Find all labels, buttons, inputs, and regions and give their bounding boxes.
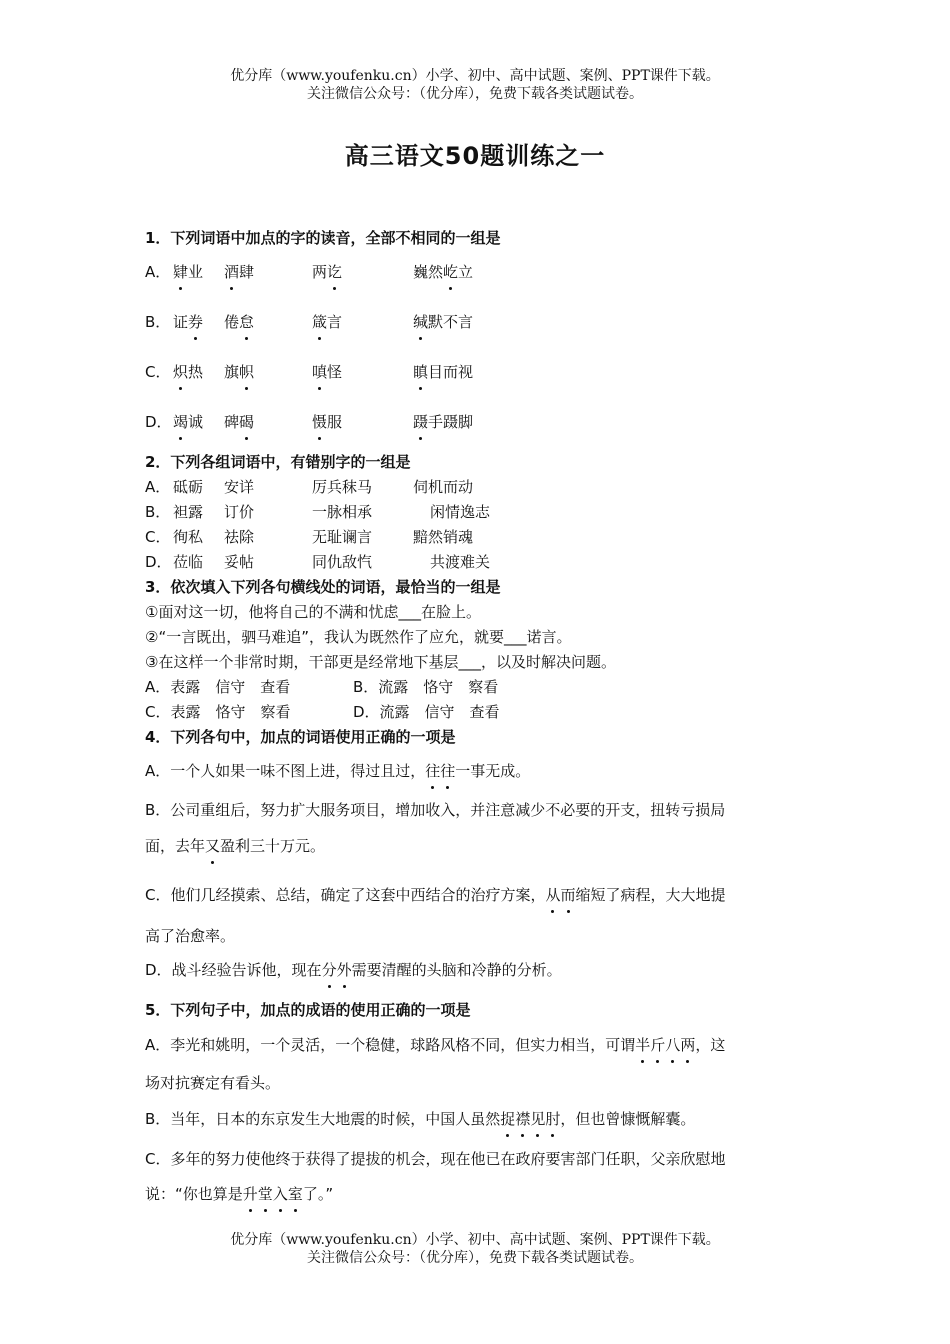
option-word: 蹑手蹑脚 bbox=[413, 413, 474, 431]
option-word: 黯然销魂 bbox=[413, 528, 474, 546]
option-word: 瞋目而视 bbox=[413, 363, 474, 381]
option-prefix: D． bbox=[145, 553, 172, 571]
option-word: 炽热 bbox=[173, 363, 204, 381]
q4-option-d: D．战斗经验告诉他，现在分外需要清醒的头脑和冷静的分析。 bbox=[145, 961, 562, 979]
option-word: 肄业 bbox=[173, 263, 204, 281]
q3-sentence-2: ②“一言既出，驷马难追”，我认为既然作了应允，就要___诺言。 bbox=[145, 628, 572, 646]
option-prefix: A． bbox=[145, 263, 171, 281]
page-footer-line1: 优分库（www.youfenku.cn）小学、初中、高中试题、案例、PPT课件下载。 bbox=[230, 1232, 720, 1248]
option-word: 酒肆 bbox=[224, 263, 255, 281]
q1-option-b bbox=[145, 312, 474, 332]
option-word: 碑碣 bbox=[224, 413, 255, 431]
q3-option-c: C．表露 恪守 察看 bbox=[145, 703, 291, 721]
q2-option-d bbox=[145, 552, 491, 572]
option-word: 缄默不言 bbox=[413, 313, 474, 331]
option-word: 竭诚 bbox=[173, 413, 204, 431]
q2-option-a bbox=[145, 477, 474, 497]
option-word: 厉兵秣马 bbox=[312, 478, 373, 496]
q4-option-c-line2: 高了治愈率。 bbox=[145, 927, 236, 945]
option-word: 砥砺 bbox=[173, 478, 204, 496]
q5-stem: 5．下列句子中，加点的成语的使用正确的一项是 bbox=[145, 1001, 471, 1019]
option-prefix: B． bbox=[145, 503, 171, 521]
option-word: 慑服 bbox=[312, 413, 343, 431]
q4-option-a: A．一个人如果一味不图上进，得过且过，往往一事无成。 bbox=[145, 762, 531, 780]
q2-stem: 2．下列各组词语中，有错别字的一组是 bbox=[145, 453, 411, 471]
page-header-line2: 关注微信公众号：（优分库），免费下载各类试题试卷。 bbox=[307, 86, 643, 102]
q5-option-a-line1: A．李光和姚明，一个灵活，一个稳健，球路风格不同，但实力相当，可谓半斤八两，这 bbox=[145, 1036, 726, 1054]
q3-option-row-2 bbox=[145, 702, 500, 722]
option-word: 同仇敌忾 bbox=[312, 553, 373, 571]
q5-option-a-line2: 场对抗赛定有看头。 bbox=[145, 1074, 281, 1092]
page-header-line1: 优分库（www.youfenku.cn）小学、初中、高中试题、案例、PPT课件下载。 bbox=[230, 68, 720, 84]
option-prefix: C． bbox=[145, 528, 171, 546]
q1-option-d bbox=[145, 412, 474, 432]
option-word: 旗帜 bbox=[224, 363, 255, 381]
option-word: 箴言 bbox=[312, 313, 343, 331]
q3-option-row-1 bbox=[145, 677, 499, 697]
q4-option-b-line2: 面，去年又盈利三十万元。 bbox=[145, 837, 326, 855]
option-word: 证券 bbox=[173, 313, 204, 331]
page-footer-line2: 关注微信公众号：（优分库），免费下载各类试题试卷。 bbox=[307, 1250, 643, 1266]
option-prefix: A． bbox=[145, 478, 171, 496]
option-word: 伺机而动 bbox=[413, 478, 474, 496]
q3-sentence-1: ①面对这一切，他将自己的不满和忧虑___在脸上。 bbox=[145, 603, 481, 621]
option-word: 嗔怪 bbox=[312, 363, 343, 381]
option-prefix: C． bbox=[145, 363, 171, 381]
option-word: 一脉相承 bbox=[312, 503, 373, 521]
q3-stem: 3．依次填入下列各句横线处的词语，最恰当的一组是 bbox=[145, 578, 501, 596]
q1-stem: 1．下列词语中加点的字的读音，全部不相同的一组是 bbox=[145, 229, 501, 247]
option-word: 祛除 bbox=[224, 528, 255, 546]
q5-option-b: B．当年，日本的东京发生大地震的时候，中国人虽然捉襟见肘，但也曾慷慨解囊。 bbox=[145, 1110, 696, 1128]
option-word: 无耻谰言 bbox=[312, 528, 373, 546]
q1-option-c bbox=[145, 362, 474, 382]
q1-option-a bbox=[145, 262, 474, 282]
option-prefix: D． bbox=[145, 413, 172, 431]
option-word: 闲情逸志 bbox=[430, 503, 491, 521]
q4-stem: 4．下列各句中，加点的词语使用正确的一项是 bbox=[145, 728, 456, 746]
q5-option-c-line2: 说：“你也算是升堂入室了。” bbox=[145, 1185, 334, 1203]
q3-option-a: A．表露 信守 查看 bbox=[145, 678, 291, 696]
q2-option-c bbox=[145, 527, 474, 547]
q4-option-b-line1: B．公司重组后，努力扩大服务项目，增加收入，并注意减少不必要的开支，扭转亏损局 bbox=[145, 801, 726, 819]
q3-option-d: D．流露 信守 查看 bbox=[353, 703, 500, 721]
option-word: 共渡难关 bbox=[430, 553, 491, 571]
option-word: 安详 bbox=[224, 478, 255, 496]
option-word: 订价 bbox=[224, 503, 255, 521]
option-word: 妥帖 bbox=[224, 553, 255, 571]
page-title: 高三语文50题训练之一 bbox=[344, 142, 606, 170]
option-word: 巍然屹立 bbox=[413, 263, 474, 281]
q2-option-b bbox=[145, 502, 491, 522]
option-prefix: B． bbox=[145, 313, 171, 331]
option-word: 莅临 bbox=[173, 553, 204, 571]
q3-sentence-3: ③在这样一个非常时期，干部更是经常地下基层___，以及时解决问题。 bbox=[145, 653, 616, 671]
option-word: 两讫 bbox=[312, 263, 343, 281]
q4-option-c-line1: C．他们几经摸索、总结，确定了这套中西结合的治疗方案，从而缩短了病程，大大地提 bbox=[145, 886, 726, 904]
option-word: 袒露 bbox=[173, 503, 204, 521]
q3-option-b: B．流露 恪守 察看 bbox=[353, 678, 499, 696]
q5-option-c-line1: C．多年的努力使他终于获得了提拔的机会，现在他已在政府要害部门任职，父亲欣慰地 bbox=[145, 1150, 726, 1168]
option-word: 倦怠 bbox=[224, 313, 255, 331]
option-word: 徇私 bbox=[173, 528, 204, 546]
